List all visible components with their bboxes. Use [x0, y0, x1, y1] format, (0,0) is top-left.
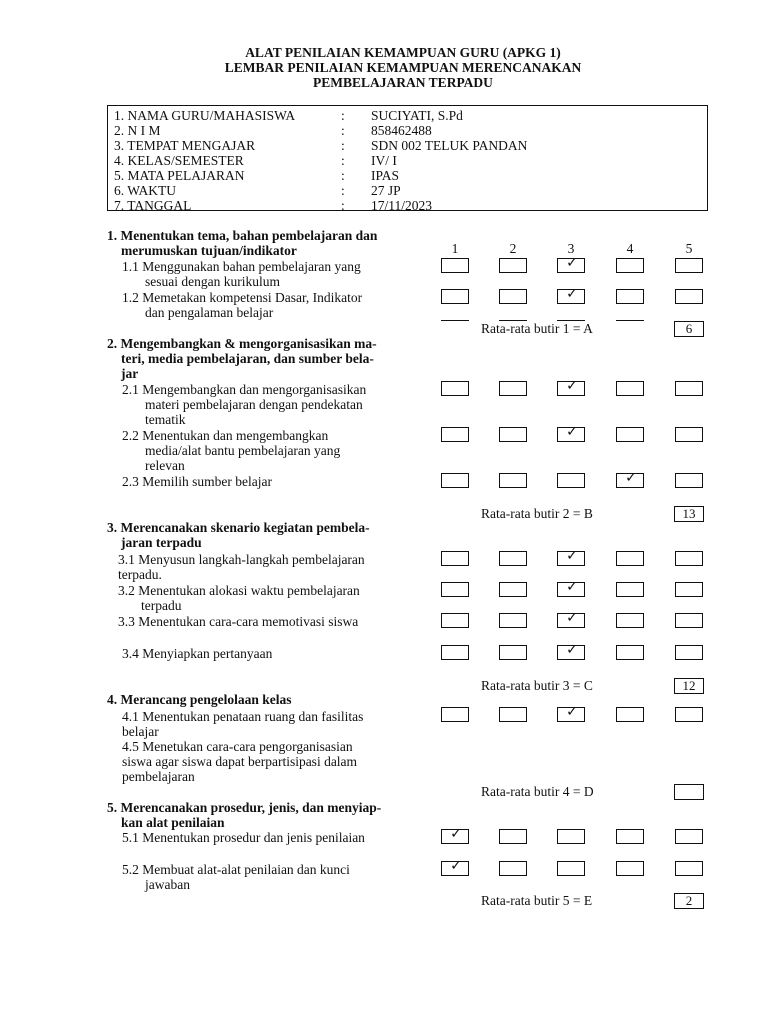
criterion-text: 3.2 Menentukan alokasi waktu pembelajaran	[118, 583, 360, 598]
rating-checkbox-3[interactable]	[557, 861, 585, 876]
rating-checkbox-1[interactable]	[441, 582, 469, 597]
criterion-text: 2.1 Mengembangkan dan mengorganisasikan	[122, 382, 367, 397]
info-label: 1. NAMA GURU/MAHASISWA	[114, 108, 296, 123]
info-label: 7. TANGGAL	[114, 198, 192, 213]
criterion-text: terpadu.	[118, 567, 162, 582]
criterion-text: tematik	[145, 412, 186, 427]
scale-header-5: 5	[685, 241, 693, 256]
rating-checkbox-3[interactable]	[557, 642, 585, 660]
info-colon: :	[341, 183, 345, 198]
form-title: ALAT PENILAIAN KEMAMPUAN GURU (APKG 1)	[245, 45, 561, 60]
info-value: IV/ I	[371, 153, 397, 168]
rating-checkbox-5[interactable]	[675, 707, 703, 722]
rating-checkbox-2[interactable]	[499, 613, 527, 628]
section-title-line: 3. Merencanakan skenario kegiatan pembela-	[107, 520, 370, 535]
average-value-3[interactable]: 12	[674, 678, 704, 694]
criterion-2-1	[122, 382, 404, 427]
rating-row	[441, 424, 706, 443]
criterion-text: materi pembelajaran dengan pendekatan	[145, 397, 363, 412]
identity-box	[107, 105, 708, 211]
section-5-title	[107, 800, 407, 830]
info-colon: :	[341, 138, 345, 153]
criterion-4-1	[122, 709, 404, 739]
form-subtitle: LEMBAR PENILAIAN KEMAMPUAN MERENCANAKAN	[224, 60, 582, 75]
criterion-5-1	[122, 830, 404, 845]
criterion-2-2	[122, 428, 404, 473]
section-4-title	[107, 692, 407, 707]
rating-checkbox-4[interactable]	[616, 258, 644, 273]
rating-checkbox-4[interactable]	[616, 707, 644, 722]
rating-checkbox-4[interactable]	[616, 427, 644, 442]
checkmark-icon: ✓	[566, 642, 578, 658]
rating-checkbox-1[interactable]	[441, 258, 469, 273]
info-label: 3. TEMPAT MENGAJAR	[114, 138, 256, 153]
checkmark-icon: ✓	[566, 378, 578, 394]
rating-checkbox-1[interactable]	[441, 381, 469, 396]
criterion-text: 3.3 Menentukan cara-cara memotivasi siswa	[118, 614, 359, 629]
rating-checkbox-1[interactable]	[441, 645, 469, 660]
rating-row	[441, 704, 706, 723]
rating-checkbox-3[interactable]	[557, 286, 585, 304]
rating-checkbox-2[interactable]	[499, 829, 527, 844]
info-value: 27 JP	[371, 183, 401, 198]
rating-checkbox-1[interactable]	[441, 826, 469, 844]
info-colon: :	[341, 123, 345, 138]
rating-checkbox-1[interactable]	[441, 551, 469, 566]
rating-checkbox-1[interactable]	[441, 613, 469, 628]
rating-checkbox-4[interactable]	[616, 861, 644, 876]
criterion-text: 3.1 Menyusun langkah-langkah pembelajaran	[118, 552, 365, 567]
info-colon: :	[341, 198, 345, 213]
scale-header-4: 4	[626, 241, 634, 256]
info-colon: :	[341, 168, 345, 183]
checkmark-icon: ✓	[566, 579, 578, 595]
rating-checkbox-4[interactable]	[616, 645, 644, 660]
rating-row	[441, 579, 706, 598]
criterion-text: 1.1 Menggunakan bahan pembelajaran yang	[122, 259, 361, 274]
criterion-4-5	[122, 739, 404, 784]
rating-row	[441, 642, 706, 661]
checkmark-icon: ✓	[625, 470, 637, 486]
divider	[616, 320, 644, 321]
checkmark-icon: ✓	[566, 424, 578, 440]
rating-checkbox-4[interactable]	[616, 613, 644, 628]
criterion-text: jawaban	[145, 877, 190, 892]
rating-row	[441, 255, 706, 274]
section-1-title	[107, 228, 407, 258]
section-title-line: teri, media pembelajaran, dan sumber bela-	[121, 351, 374, 366]
criterion-text: 2.2 Menentukan dan mengembangkan	[122, 428, 329, 443]
rating-checkbox-5[interactable]	[675, 551, 703, 566]
info-value: SUCIYATI, S.Pd	[371, 108, 463, 123]
info-label: 5. MATA PELAJARAN	[114, 168, 245, 183]
rating-checkbox-4[interactable]	[616, 829, 644, 844]
criterion-text: 4.1 Menentukan penataan ruang dan fasilitas	[122, 709, 364, 724]
average-value-2[interactable]: 13	[674, 506, 704, 522]
section-title-line: 4. Merancang pengelolaan kelas	[107, 692, 292, 707]
info-label: 6. WAKTU	[114, 183, 176, 198]
criterion-text: belajar	[122, 724, 159, 739]
rating-checkbox-3[interactable]	[557, 610, 585, 628]
scale-header-2: 2	[509, 241, 517, 256]
rating-checkbox-1[interactable]	[441, 427, 469, 442]
rating-checkbox-2[interactable]	[499, 258, 527, 273]
average-label-5: Rata-rata butir 5 = E	[481, 893, 593, 908]
criterion-text: 1.2 Memetakan kompetensi Dasar, Indikator	[122, 290, 363, 305]
rating-checkbox-4[interactable]	[616, 289, 644, 304]
criterion-text: relevan	[145, 458, 185, 473]
rating-checkbox-5[interactable]	[675, 829, 703, 844]
checkmark-icon: ✓	[566, 704, 578, 720]
rating-checkbox-2[interactable]	[499, 707, 527, 722]
criterion-3-1	[118, 552, 404, 582]
section-title-line: 2. Mengembangkan & mengorganisasikan ma-	[107, 336, 377, 351]
rating-checkbox-2[interactable]	[499, 582, 527, 597]
checkmark-icon: ✓	[566, 610, 578, 626]
rating-checkbox-2[interactable]	[499, 473, 527, 488]
section-title-line: 5. Merencanakan prosedur, jenis, dan menyiap-	[107, 800, 382, 815]
checkmark-icon: ✓	[566, 255, 578, 271]
rating-checkbox-2[interactable]	[499, 551, 527, 566]
rating-checkbox-3[interactable]	[557, 473, 585, 488]
info-value: IPAS	[371, 168, 400, 183]
rating-checkbox-3[interactable]	[557, 704, 585, 722]
criterion-2-3	[122, 474, 404, 489]
rating-row	[441, 858, 706, 877]
rating-checkbox-5[interactable]	[675, 582, 703, 597]
rating-checkbox-2[interactable]	[499, 427, 527, 442]
rating-checkbox-2[interactable]	[499, 861, 527, 876]
rating-checkbox-5[interactable]	[675, 645, 703, 660]
section-title-line: 1. Menentukan tema, bahan pembelajaran dan	[107, 228, 378, 243]
rating-checkbox-2[interactable]	[499, 289, 527, 304]
checkmark-icon: ✓	[566, 286, 578, 302]
rating-checkbox-3[interactable]	[557, 378, 585, 396]
rating-checkbox-5[interactable]	[675, 427, 703, 442]
criterion-text: media/alat bantu pembelajaran yang	[145, 443, 341, 458]
info-colon: :	[341, 108, 345, 123]
info-label: 4. KELAS/SEMESTER	[114, 153, 244, 168]
criterion-text: terpadu	[141, 598, 182, 613]
criterion-3-2	[118, 583, 404, 613]
checkmark-icon: ✓	[450, 858, 462, 874]
rating-checkbox-4[interactable]	[616, 470, 644, 488]
criterion-text: dan pengalaman belajar	[145, 305, 274, 320]
rating-checkbox-5[interactable]	[675, 473, 703, 488]
rating-checkbox-5[interactable]	[675, 613, 703, 628]
rating-checkbox-1[interactable]	[441, 707, 469, 722]
rating-row	[441, 826, 706, 845]
average-label-4: Rata-rata butir 4 = D	[481, 784, 594, 799]
rating-checkbox-3[interactable]	[557, 579, 585, 597]
divider	[441, 320, 469, 321]
rating-row	[441, 548, 706, 567]
form-subtitle-2: PEMBELAJARAN TERPADU	[313, 75, 493, 90]
section-title-line: jar	[121, 366, 139, 381]
rating-checkbox-5[interactable]	[675, 861, 703, 876]
rating-row	[441, 378, 706, 397]
rating-checkbox-5[interactable]	[675, 381, 703, 396]
section-3-title	[107, 520, 407, 550]
rating-checkbox-2[interactable]	[499, 645, 527, 660]
rating-checkbox-5[interactable]	[675, 258, 703, 273]
criterion-5-2	[122, 862, 404, 892]
criterion-text: 2.3 Memilih sumber belajar	[122, 474, 272, 489]
rating-checkbox-4[interactable]	[616, 551, 644, 566]
criterion-1-2	[122, 290, 404, 320]
section-title-line: merumuskan tujuan/indikator	[121, 243, 297, 258]
rating-row	[441, 286, 706, 305]
rating-checkbox-3[interactable]	[557, 548, 585, 566]
rating-checkbox-2[interactable]	[499, 381, 527, 396]
section-title-line: kan alat penilaian	[121, 815, 225, 830]
section-title-line: jaran terpadu	[121, 535, 202, 550]
rating-row	[441, 470, 706, 489]
rating-checkbox-1[interactable]	[441, 289, 469, 304]
scale-header-3: 3	[567, 241, 575, 256]
scale-header-1: 1	[451, 241, 459, 256]
criterion-text: 5.2 Membuat alat-alat penilaian dan kunci	[122, 862, 350, 877]
checkmark-icon: ✓	[566, 548, 578, 564]
criterion-text: 4.5 Menetukan cara-cara pengorganisasian	[122, 739, 353, 754]
checkmark-icon: ✓	[450, 826, 462, 842]
info-value: SDN 002 TELUK PANDAN	[371, 138, 528, 153]
rating-checkbox-1[interactable]	[441, 473, 469, 488]
average-value-4[interactable]	[674, 784, 704, 800]
info-value: 858462488	[371, 123, 432, 138]
rating-row	[441, 610, 706, 629]
criterion-text: sesuai dengan kurikulum	[145, 274, 280, 289]
average-value-1[interactable]: 6	[674, 321, 704, 337]
average-value-5[interactable]: 2	[674, 893, 704, 909]
rating-checkbox-1[interactable]	[441, 858, 469, 876]
average-label-2: Rata-rata butir 2 = B	[481, 506, 593, 521]
rating-checkbox-3[interactable]	[557, 424, 585, 442]
average-label-1: Rata-rata butir 1 = A	[481, 321, 593, 336]
criterion-text: 5.1 Menentukan prosedur dan jenis penilaian	[122, 830, 365, 845]
rating-checkbox-4[interactable]	[616, 582, 644, 597]
rating-checkbox-3[interactable]	[557, 255, 585, 273]
section-2-title	[107, 336, 407, 381]
criterion-1-1	[122, 259, 404, 289]
info-label: 2. N I M	[114, 123, 161, 138]
criterion-text: siswa agar siswa dapat berpartisipasi dalam	[122, 754, 358, 769]
criterion-3-3	[118, 614, 404, 629]
rating-checkbox-3[interactable]	[557, 829, 585, 844]
criterion-3-4	[122, 646, 404, 661]
criterion-text: 3.4 Menyiapkan pertanyaan	[122, 646, 273, 661]
average-label-3: Rata-rata butir 3 = C	[481, 678, 593, 693]
rating-checkbox-5[interactable]	[675, 289, 703, 304]
info-value: 17/11/2023	[371, 198, 433, 213]
rating-checkbox-4[interactable]	[616, 381, 644, 396]
info-colon: :	[341, 153, 345, 168]
criterion-text: pembelajaran	[122, 769, 195, 784]
